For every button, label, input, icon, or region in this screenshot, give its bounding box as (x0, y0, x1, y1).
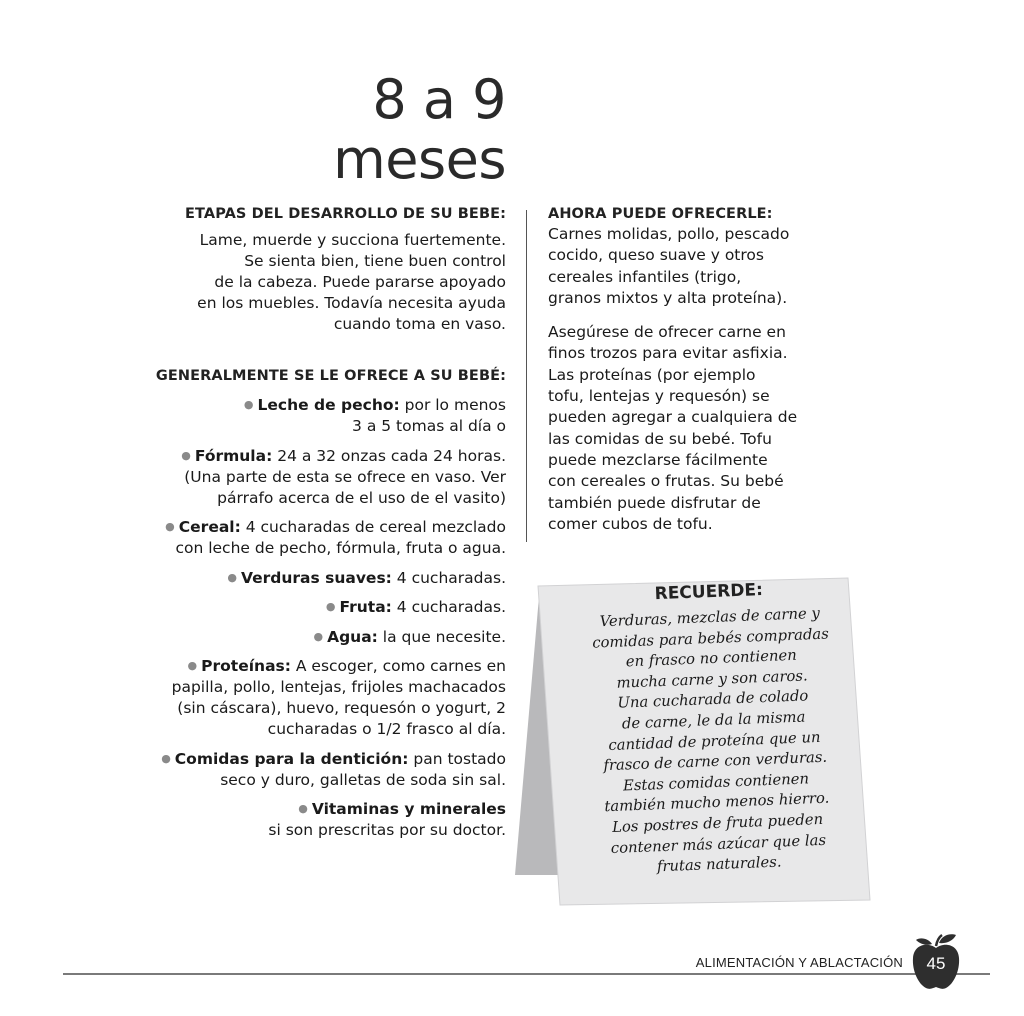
now-offer-text: Carnes molidas, pollo, pescado cocido, queso suave y otros cereales infantiles (trigo, granos mixtos y alta proteína). (548, 225, 790, 307)
protein-advice-text: Asegúrese de ofrecer carne en finos trozos para evitar asfixia. Las proteínas (por ejemplo tofu, lentejas y requesón) se pueden agregar a cualquiera de las comidas de su bebé. Tofu puede mezclarse fácilmente con cereales o frutas. Su bebé también puede disfrutar de comer cubos de tofu. (548, 323, 798, 533)
card-text: Verduras, mezclas de carne y comidas para bebés compradas en frasco no contienen mucha carne y son caros. Una cucharada de colado de carne, le da la misma cantidad de proteína que un frasco de carne con verduras. Estas comidas contienen también mucho menos hierro. Los postres de fruta pueden contener más azúcar que las frutas naturales. (591, 604, 830, 876)
section-label: ALIMENTACIÓN Y ABLACTACIÓN (695, 955, 903, 970)
offered-heading: GENERALMENTE SE LE OFRECE A SU BEBÉ: (155, 368, 506, 384)
column-divider (526, 210, 527, 542)
title-line-1: 8 a 9 (372, 68, 506, 131)
list-item: ● Vitaminas y minerales si son prescritas por su doctor. (268, 800, 506, 839)
list-item: ● Comidas para la dentición: pan tostado seco y duro, galletas de soda sin sal. (161, 749, 506, 789)
offered-list (135, 394, 506, 841)
apple-icon (906, 932, 966, 992)
bullet-icon: ● (187, 659, 198, 672)
reminder-card (510, 570, 880, 915)
list-item: ● Cereal: 4 cucharadas de cereal mezclado con leche de pecho, fórmula, fruta o agua. (165, 518, 506, 557)
title-line-2: meses (333, 128, 506, 191)
bullet-icon: ● (161, 751, 171, 765)
bullet-icon: ● (313, 629, 324, 643)
bullet-icon: ● (298, 802, 308, 815)
bullet-icon: ● (243, 398, 254, 411)
card-title: RECUERDE: (654, 580, 764, 605)
list-item: ● Leche de pecho: por lo menos 3 a 5 tomas al día o (243, 396, 506, 435)
now-offer-heading: AHORA PUEDE OFRECERLE: (548, 206, 773, 222)
list-item: ● Agua: la que necesite. (313, 627, 506, 646)
development-text: Lame, muerde y succiona fuertemente. Se sienta bien, tiene buen control de la cabeza. Puede pararse apoyado en los muebles. Todavía necesita ayuda cuando toma en vaso. (197, 231, 506, 333)
development-heading: ETAPAS DEL DESARROLLO DE SU BEBE: (185, 206, 506, 222)
left-column (135, 206, 506, 849)
bullet-icon: ● (165, 520, 175, 533)
bullet-icon: ● (325, 600, 336, 613)
page-title (333, 70, 506, 190)
bullet-icon: ● (227, 570, 237, 584)
list-item: ● Proteínas: A escoger, como carnes en papilla, pollo, lentejas, frijoles machacados (sin cáscara), huevo, requesón o yogurt, 2 cucharadas o 1/2 frasco al día. (171, 657, 506, 738)
bullet-icon: ● (181, 448, 191, 462)
page-number: 45 (926, 954, 946, 973)
list-item: ● Verduras suaves: 4 cucharadas. (227, 568, 506, 587)
list-item: ● Fórmula: 24 a 32 onzas cada 24 horas. (Una parte de esta se ofrece en vaso. Ver párrafo acerca de el uso de el vasito) (181, 446, 506, 507)
right-column (548, 206, 823, 535)
footer-rule (63, 973, 990, 975)
list-item: ● Fruta: 4 cucharadas. (325, 598, 506, 616)
